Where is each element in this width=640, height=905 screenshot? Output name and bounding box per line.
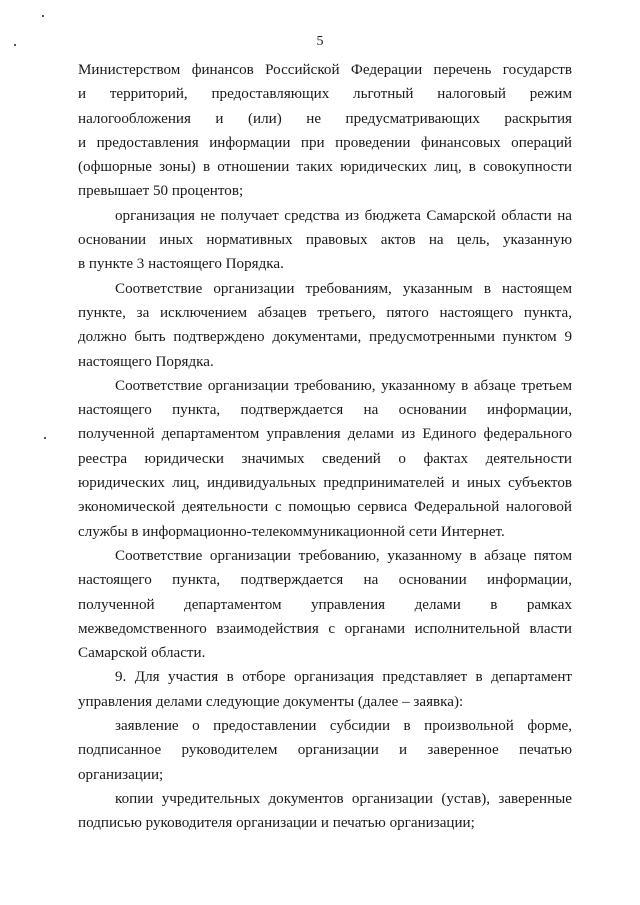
paragraph bbox=[78, 204, 572, 277]
text-line: (офшорные зоны) в отношении таких юридических лиц, в совокупности bbox=[78, 159, 572, 176]
text-line: и территорий, предоставляющих льготный налоговый режим bbox=[78, 86, 572, 103]
paragraph bbox=[78, 277, 572, 374]
paragraph bbox=[78, 58, 572, 204]
paragraph bbox=[78, 665, 572, 714]
text-line: Министерством финансов Российской Федерации перечень государств bbox=[78, 62, 572, 78]
text-line: экономической деятельности с помощью сервиса Федеральной налоговой bbox=[78, 499, 572, 516]
text-line: настоящего пункта, подтверждается на основании информации, bbox=[78, 402, 572, 419]
paragraph bbox=[78, 374, 572, 544]
scan-mark bbox=[42, 15, 44, 17]
paragraph bbox=[78, 787, 572, 836]
text-line: управления делами следующие документы (далее – заявка): bbox=[78, 693, 464, 710]
text-line: юридических лиц, индивидуальных предпринимателей и иных субъектов bbox=[78, 475, 572, 492]
paragraph bbox=[78, 544, 572, 665]
text-line: организация не получает средства из бюджета Самарской области на bbox=[115, 207, 572, 224]
text-line: полученной департаментом управления делами в рамках bbox=[78, 596, 572, 613]
text-line: подписью руководителя организации и печатью организации; bbox=[78, 815, 475, 832]
text-line: Самарской области. bbox=[78, 645, 206, 662]
text-line: настоящего Порядка. bbox=[78, 353, 214, 370]
text-line: межведомственного взаимодействия с органами исполнительной власти bbox=[78, 620, 572, 637]
text-line: подписанное руководителем организации и заверенное печатью bbox=[78, 742, 572, 759]
text-line: Соответствие организации требованию, указанному в абзаце третьем bbox=[115, 377, 572, 394]
text-line: настоящего пункта, подтверждается на основании информации, bbox=[78, 572, 572, 589]
text-line: и предоставления информации при проведении финансовых операций bbox=[78, 134, 572, 151]
text-line: полученной департаментом управления делами из Единого федерального bbox=[78, 426, 572, 443]
text-line: службы в информационно-телекоммуникационной сети Интернет. bbox=[78, 523, 505, 540]
text-line: 9. Для участия в отборе организация представляет в департамент bbox=[115, 669, 572, 686]
text-line: заявление о предоставлении субсидии в произвольной форме, bbox=[115, 718, 572, 735]
text-line: в пункте 3 настоящего Порядка. bbox=[78, 256, 284, 273]
text-line: налогообложения и (или) не предусматривающих раскрытия bbox=[78, 110, 572, 127]
text-line: основании иных нормативных правовых актов на цель, указанную bbox=[78, 232, 572, 249]
text-line: пункте, за исключением абзацев третьего, пятого настоящего пункта, bbox=[78, 304, 572, 321]
document-body bbox=[78, 58, 572, 836]
text-line: организации; bbox=[78, 766, 164, 783]
scan-mark bbox=[14, 44, 16, 46]
text-line: Соответствие организации требованиям, указанным в настоящем bbox=[115, 280, 572, 297]
scan-mark bbox=[44, 437, 46, 439]
text-line: копии учредительных документов организации (устав), заверенные bbox=[115, 790, 572, 807]
text-line: превышает 50 процентов; bbox=[78, 183, 244, 200]
text-line: реестра юридически значимых сведений о фактах деятельности bbox=[78, 450, 572, 467]
text-line: должно быть подтверждено документами, предусмотренными пунктом 9 bbox=[78, 329, 572, 346]
paragraph bbox=[78, 714, 572, 787]
page-number: 5 bbox=[316, 34, 324, 49]
text-line: Соответствие организации требованию, указанному в абзаце пятом bbox=[115, 547, 572, 564]
